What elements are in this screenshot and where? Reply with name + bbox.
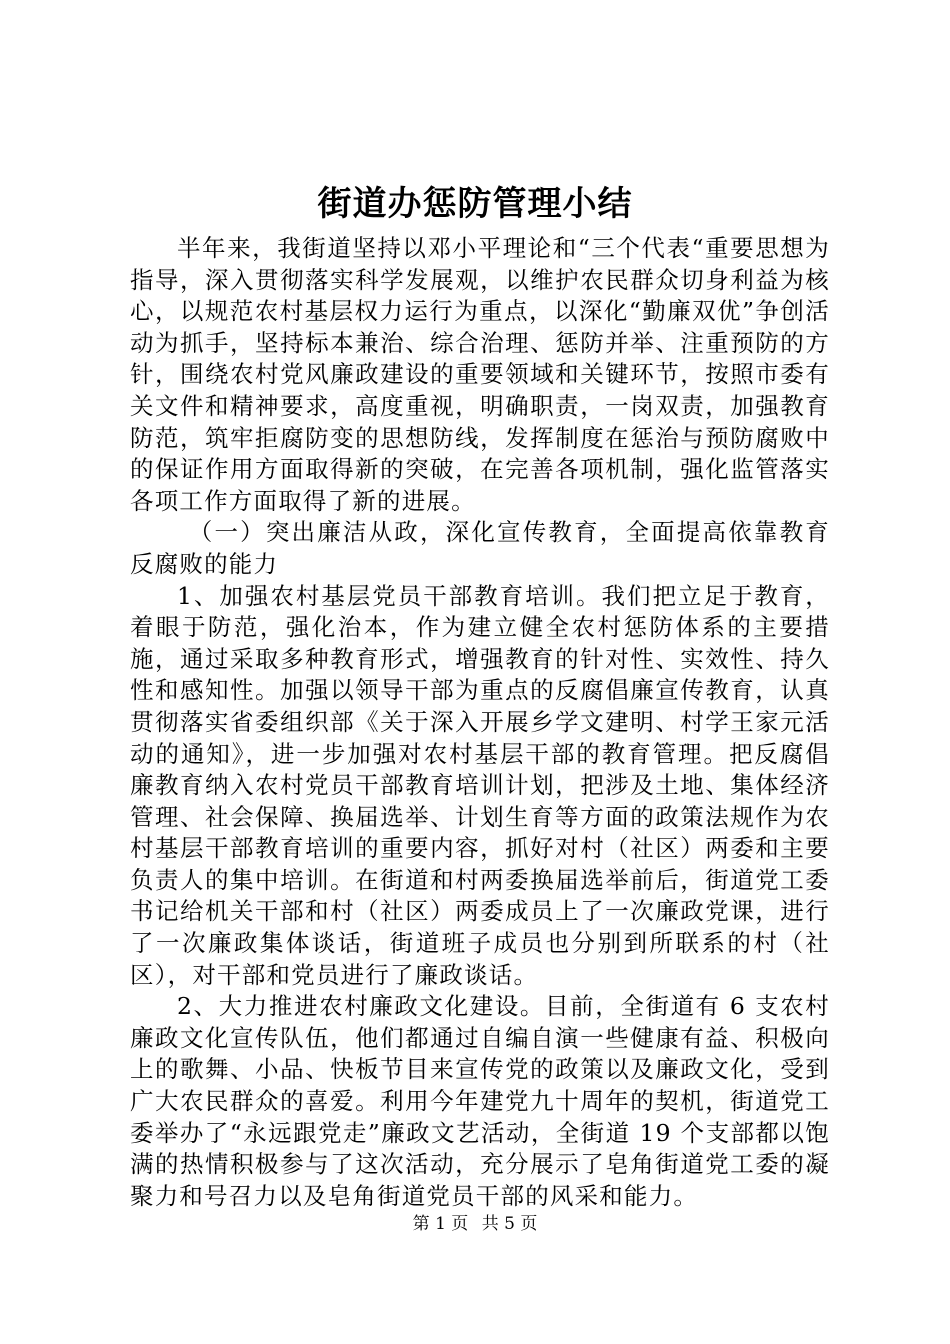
intro-paragraph: 半年来，我街道坚持以邓小平理论和“三个代表“重要思想为指导，深入贯彻落实科学发展观，以维护农民群众切身利益为核心，以规范农村基层权力运行为重点，以深化“勤廉双优”争创活动为抓手，坚持标本兼治、综合治理、惩防并举、注重预防的方针，围绕农村党风廉政建设的重要领域和关键环节，按照市委有关文件和精神要求，高度重视，明确职责，一岗双责，加强教育防范，筑牢拒腐防变的思想防线，发挥制度在惩治与预防腐败中的保证作用方面取得新的突破，在完善各项机制，强化监管落实各项工作方面取得了新的进展。 [130, 234, 830, 515]
section-heading-1: （一）突出廉洁从政，深化宣传教育，全面提高依靠教育反腐败的能力 [130, 518, 830, 578]
document-body [130, 233, 830, 1212]
document-title: 街道办惩防管理小结 [317, 184, 633, 224]
item-paragraph-1: 1、加强农村基层党员干部教育培训。我们把立足于教育，着眼于防范，强化治本，作为建立健全农村惩防体系的主要措施，通过采取多种教育形式，增强教育的针对性、实效性、持久性和感知性。加强以领导干部为重点的反腐倡廉宣传教育，认真贯彻落实省委组织部《关于深入开展乡学文建明、村学王家元活动的通知》，进一步加强对农村基层干部的教育管理。把反腐倡廉教育纳入农村党员干部教育培训计划，把涉及土地、集体经济管理、社会保障、换届选举、计划生育等方面的政策法规作为农村基层干部教育培训的重要内容，抓好对村（社区）两委和主要负责人的集中培训。在街道和村两委换届选举前后，街道党工委书记给机关干部和村（社区）两委成员上了一次廉政党课，进行了一次廉政集体谈话，街道班子成员也分别到所联系的村（社区），对干部和党员进行了廉政谈话。 [130, 581, 830, 989]
page-total: 共 5 页 [481, 1214, 538, 1234]
page-footer [0, 1212, 950, 1236]
page-number: 第 1 页 [412, 1214, 469, 1234]
item-paragraph-2: 2、大力推进农村廉政文化建设。目前，全街道有 6 支农村廉政文化宣传队伍，他们都通过自编自演一些健康有益、积极向上的歌舞、小品、快板节目来宣传党的政策以及廉政文化，受到广大农民群众的喜爱。利用今年建党九十周年的契机，街道党工委举办了“永远跟党走”廉政文艺活动，全街道 19 个支部都以饱满的热情积极参与了这次活动，充分展示了皂角街道党工委的凝聚力和号召力以及皂角街道党员干部的风采和能力。 [130, 992, 830, 1210]
